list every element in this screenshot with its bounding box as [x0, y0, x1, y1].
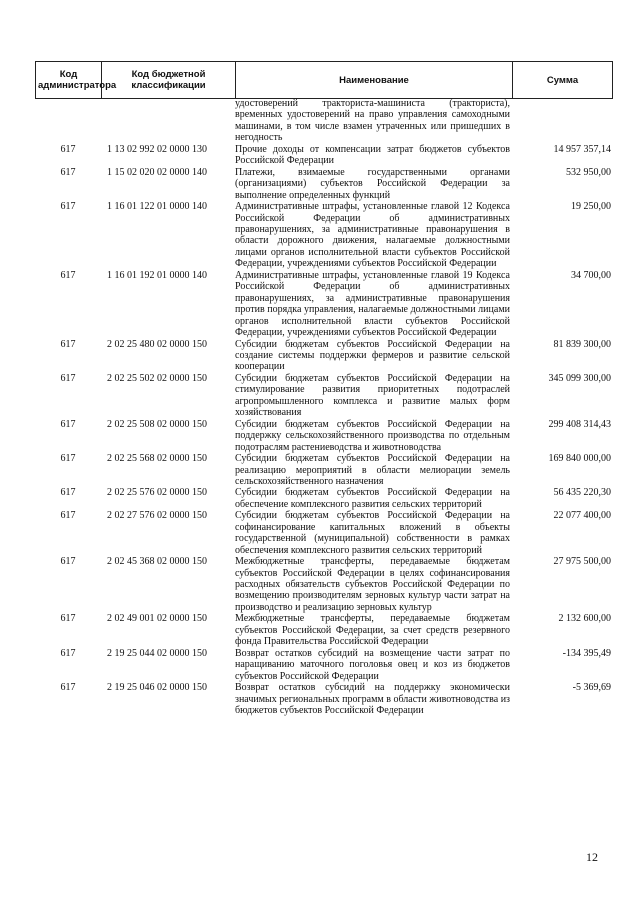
budget-code-cell: 2 02 25 508 02 0000 150 — [107, 418, 207, 430]
sum-cell: -134 395,49 — [562, 647, 611, 659]
admin-code-cell: 617 — [60, 166, 76, 178]
name-cell: Субсидии бюджетам субъектов Российской Федерации на создание системы поддержки фермеров и развитие сельской кооперации — [235, 338, 510, 373]
sum-cell: 169 840 000,00 — [548, 453, 611, 465]
name-cell: Административные штрафы, установленные главой 19 Кодекса Российской Федерации об административных правонарушениях, за административные правонарушения против порядка управления, налагаемые должностными лицами органов исполнительной власти субъектов Российской Федерации, учреждениями субъектов Российской Федерации — [235, 269, 510, 339]
sum-cell: 14 957 357,14 — [553, 143, 611, 155]
name-cell: Субсидии бюджетам субъектов Российской Федерации на софинансирование капитальных вложений в объекты государственной (муниципальной) собственности в рамках обеспечения комплексного развития сельских территорий — [235, 510, 510, 556]
admin-code-cell: 617 — [60, 647, 76, 659]
admin-code-cell: 617 — [60, 613, 76, 625]
sum-cell: 34 700,00 — [571, 269, 611, 281]
budget-code-cell: 2 02 45 368 02 0000 150 — [107, 556, 207, 568]
header-budget-code: Код бюджетной классификации — [102, 62, 236, 99]
budget-code-cell: 1 13 02 992 02 0000 130 — [107, 143, 207, 155]
budget-code-cell: 2 19 25 046 02 0000 150 — [107, 682, 207, 694]
name-cell: Субсидии бюджетам субъектов Российской Федерации на реализацию мероприятий в области мелиорации земель сельскохозяйственного назначения — [235, 453, 510, 487]
revenue-table — [35, 98, 612, 716]
sum-cell: 299 408 314,43 — [548, 418, 611, 430]
name-cell: Прочие доходы от компенсации затрат бюджетов субъектов Российской Федерации — [235, 143, 510, 167]
name-cell: Субсидии бюджетам субъектов Российской Федерации на обеспечение комплексного развития сельских территорий — [235, 487, 510, 510]
table-row — [35, 419, 612, 453]
admin-code-cell: 617 — [60, 556, 76, 568]
header-admin-code: Код администратора — [36, 62, 102, 99]
budget-code-cell: 2 02 25 502 02 0000 150 — [107, 372, 207, 384]
budget-code-cell: 1 16 01 122 01 0000 140 — [107, 201, 207, 213]
admin-code-cell: 617 — [60, 418, 76, 430]
name-cell: Субсидии бюджетам субъектов Российской Федерации на поддержку сельскохозяйственного производства по отдельным подотраслям растениеводства и животноводства — [235, 418, 510, 453]
table-row — [35, 167, 612, 201]
sum-cell: 81 839 300,00 — [553, 338, 611, 350]
admin-code-cell: 617 — [60, 143, 76, 155]
budget-code-cell: 2 02 27 576 02 0000 150 — [107, 510, 207, 522]
name-cell: Межбюджетные трансферты, передаваемые бюджетам субъектов Российской Федерации, за счет средств резервного фонда Правительства Российской Федерации — [235, 613, 510, 648]
name-cell: Субсидии бюджетам субъектов Российской Федерации на стимулирование развития приоритетных подотраслей агропромышленного комплекса и развитие малых форм хозяйствования — [235, 372, 510, 419]
budget-code-cell: 2 19 25 044 02 0000 150 — [107, 647, 207, 659]
admin-code-cell: 617 — [60, 201, 76, 213]
sum-cell: -5 369,69 — [572, 682, 611, 694]
sum-cell: 19 250,00 — [571, 201, 611, 213]
header-sum: Сумма — [513, 62, 613, 99]
table-header — [35, 61, 613, 99]
table-row — [35, 682, 612, 716]
continuation-row — [35, 98, 612, 144]
budget-code-cell: 2 02 25 480 02 0000 150 — [107, 338, 207, 350]
sum-cell: 56 435 220,30 — [553, 487, 611, 499]
sum-cell: 27 975 500,00 — [553, 556, 611, 568]
sum-cell: 532 950,00 — [566, 166, 611, 178]
sum-cell: 2 132 600,00 — [558, 613, 611, 625]
admin-code-cell: 617 — [60, 269, 76, 281]
table-row — [35, 373, 612, 419]
name-cell: Платежи, взимаемые государственными органами (организациями) субъектов Российской Федерации за выполнение определенных функций — [235, 166, 510, 201]
admin-code-cell: 617 — [60, 372, 76, 384]
continuation-text: удостоверений тракториста-машиниста (тракториста), временных удостоверений на право управления самоходными машинами, в том числе взамен утраченных или пришедших в негодность — [235, 98, 510, 144]
admin-code-cell: 617 — [60, 453, 76, 465]
name-cell: Возврат остатков субсидий на возмещение части затрат по наращиванию маточного поголовья овец и коз из бюджетов субъектов Российской Федерации — [235, 647, 510, 682]
admin-code-cell: 617 — [60, 487, 76, 499]
name-cell: Возврат остатков субсидий на поддержку экономически значимых региональных программ в области животноводства из бюджетов субъектов Российской Федерации — [235, 682, 510, 717]
name-cell: Административные штрафы, установленные главой 12 Кодекса Российской Федерации об административных правонарушениях, за административные правонарушения в области дорожного движения, налагаемые должностными лицами органов исполнительной власти субъектов Российской Федерации, учреждениями субъектов Российской Федерации — [235, 201, 510, 270]
budget-code-cell: 2 02 25 576 02 0000 150 — [107, 487, 207, 499]
budget-code-cell: 1 16 01 192 01 0000 140 — [107, 269, 207, 281]
table-row — [35, 613, 612, 647]
admin-code-cell: 617 — [60, 510, 76, 522]
table-row — [35, 270, 612, 339]
budget-code-cell: 1 15 02 020 02 0000 140 — [107, 166, 207, 178]
table-row — [35, 144, 612, 167]
table-row — [35, 453, 612, 487]
budget-code-cell: 2 02 49 001 02 0000 150 — [107, 613, 207, 625]
name-cell: Межбюджетные трансферты, передаваемые бюджетам субъектов Российской Федерации в целях софинансирования расходных обязательств субъектов Российской Федерации по возмещению производителям зерновых культур части затрат на производство и реализацию зерновых культур — [235, 556, 510, 613]
budget-code-cell: 2 02 25 568 02 0000 150 — [107, 453, 207, 465]
table-row — [35, 487, 612, 510]
table-row — [35, 648, 612, 682]
admin-code-cell: 617 — [60, 338, 76, 350]
header-name: Наименование — [236, 62, 513, 99]
table-row — [35, 510, 612, 556]
admin-code-cell: 617 — [60, 682, 76, 694]
sum-cell: 345 099 300,00 — [548, 372, 611, 384]
page-number: 12 — [586, 850, 598, 864]
sum-cell: 22 077 400,00 — [553, 510, 611, 522]
table-row — [35, 201, 612, 270]
table-row — [35, 339, 612, 373]
table-row — [35, 556, 612, 613]
